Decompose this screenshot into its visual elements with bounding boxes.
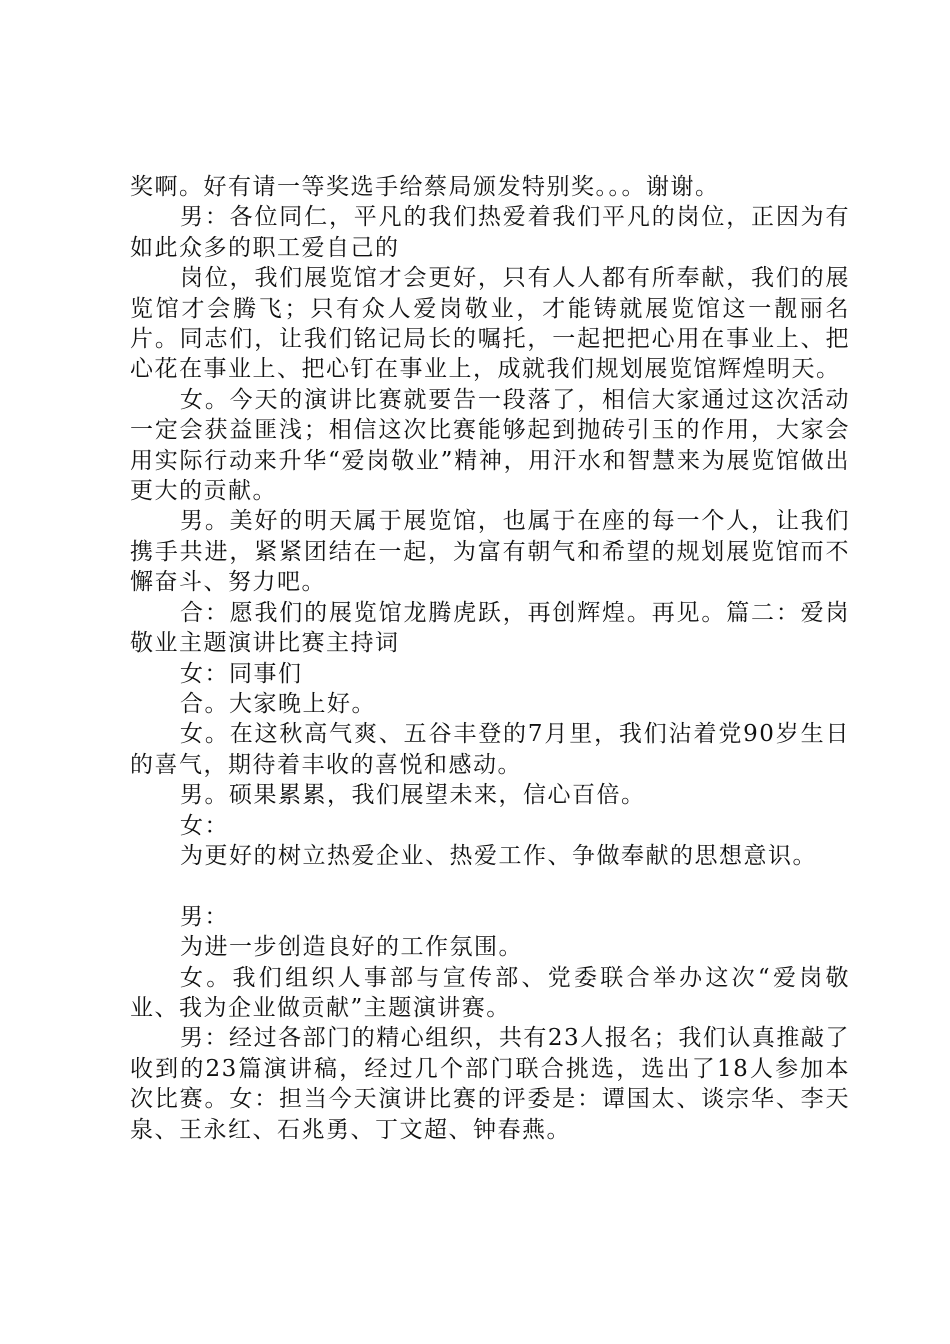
blank-line: [130, 871, 850, 901]
paragraph-female-organized: 女。我们组织人事部与宣传部、党委联合举办这次“爱岗敬业、我为企业做贡献”主题演讲赛。: [130, 964, 850, 1021]
paragraph-female-july: 女。在这秋高气爽、五谷丰登的7月里，我们沾着党90岁生日的喜气，期待着丰收的喜悦和感动。: [130, 721, 850, 778]
paragraph-together-farewell: 合：愿我们的展览馆龙腾虎跃，再创辉煌。再见。篇二：爱岗敬业主题演讲比赛主持词: [130, 599, 850, 657]
paragraph-female-label: 女：: [180, 812, 229, 839]
paragraph-better-awareness: 为更好的树立热爱企业、热爱工作、争做奉献的思想意识。: [180, 842, 817, 869]
document-body: [130, 172, 850, 1145]
paragraph-male-harvest: 男。硕果累累，我们展望未来，信心百倍。: [180, 782, 646, 809]
paragraph-male-tomorrow: 男。美好的明天属于展览馆，也属于在座的每一个人，让我们携手共进，紧紧团结在一起，为富有朝气和希望的规划展览馆而不懈奋斗、努力吧。: [130, 508, 850, 596]
paragraph-post-dedication: 岗位，我们展览馆才会更好，只有人人都有所奉献，我们的展览馆才会腾飞；只有众人爱岗敬业，才能铸就展览馆这一靓丽名片。同志们，让我们铭记局长的嘱托，一起把把心用在事业上、把心花在事业上、把心钉在事业上，成就我们规划展览馆辉煌明天。: [130, 265, 850, 383]
paragraph-female-closing: 女。今天的演讲比赛就要告一段落了，相信大家通过这次活动一定会获益匪浅；相信这次比赛能够起到抛砖引玉的作用，大家会用实际行动来升华“爱岗敬业”精神，用汗水和智慧来为展览馆做出更大的贡献。: [130, 386, 850, 505]
paragraph-male-judges: 男：经过各部门的精心组织，共有23人报名；我们认真推敲了收到的23篇演讲稿，经过几个部门联合挑选，选出了18人参加本次比赛。女：担当今天演讲比赛的评委是：谭国太、谈宗华、李天泉、王永红、石兆勇、丁文超、钟春燕。: [130, 1025, 850, 1143]
paragraph-male-label: 男：: [180, 903, 229, 930]
paragraph-award-continuation: 奖啊。好有请一等奖选手给蔡局颁发特别奖。。。谢谢。: [130, 174, 720, 200]
paragraph-male-colleagues: 男：各位同仁，平凡的我们热爱着我们平凡的岗位，正因为有如此众多的职工爱自己的: [130, 204, 850, 261]
paragraph-female-colleagues: 女：同事们: [180, 660, 303, 687]
paragraph-work-atmosphere: 为进一步创造良好的工作氛围。: [180, 934, 523, 961]
paragraph-together-greeting: 合。大家晚上好。: [180, 690, 376, 717]
